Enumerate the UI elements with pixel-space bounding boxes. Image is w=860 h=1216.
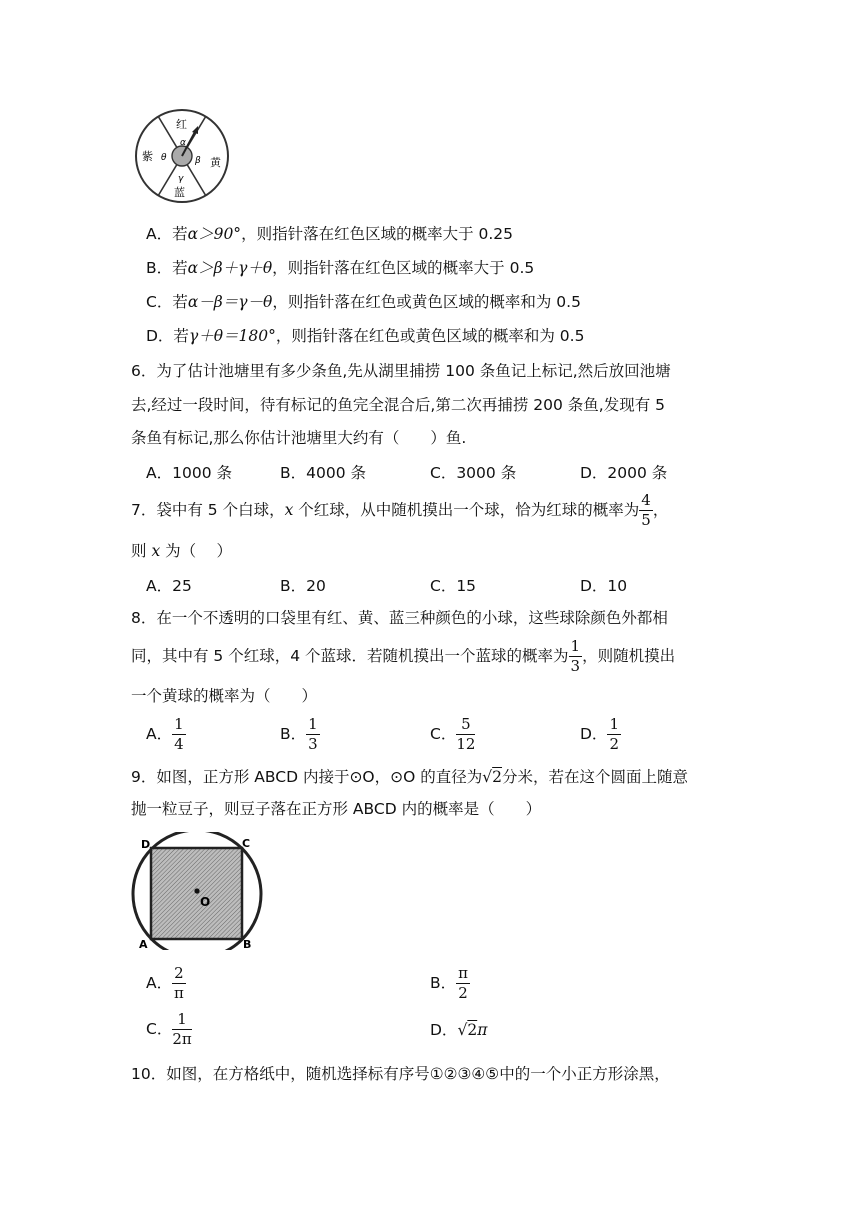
q7-line-1: 7．袋中有 5 个白球，x 个红球，从中随机摸出一个球，恰为红球的概率为 $\frac{4}{5}$ ， (131, 491, 669, 529)
q7-fraction: $\frac{4}{5}$ (641, 491, 651, 529)
q8-option-a: A． $\frac{1}{4}$ (146, 715, 184, 753)
label-c: C (242, 837, 251, 850)
q7-option-d: D．10 (580, 577, 628, 595)
spinner-angle-gamma: γ (178, 174, 184, 184)
spinner-angle-alpha: α (180, 138, 186, 148)
q7-option-b: B．20 (280, 577, 326, 595)
q6-line-2: 去,经过一段时间，待有标记的鱼完全混合后,第二次再捕捞 200 条鱼,发现有 5 (131, 396, 666, 414)
q6-line-3: 条鱼有标记,那么你估计池塘里大约有（ ）鱼. (131, 429, 467, 447)
q7-option-c: C．15 (430, 577, 477, 595)
spinner-label-blue: 蓝 (174, 186, 185, 199)
spinner-label-purple: 紫 (142, 150, 153, 163)
label-d: D (141, 838, 151, 851)
label-a: A (139, 938, 148, 950)
q6-option-d: D．2000 条 (580, 464, 668, 482)
spinner-label-red: 红 (176, 118, 187, 131)
q7-line-2: 则 x 为（ ） (131, 542, 233, 560)
square-in-circle-figure (128, 832, 268, 950)
q5-option-a: A．若α＞90°，则指针落在红色区域的概率大于 0.25 (146, 225, 514, 243)
q8-line-2: 同，其中有 5 个红球，4 个蓝球．若随机摸出一个蓝球的概率为 $\frac{1}{3}$ ，则随机摸出 (131, 637, 676, 675)
spinner-angle-beta: β (195, 156, 201, 166)
spinner-angle-theta: θ (161, 153, 167, 163)
q8-option-d: D． $\frac{1}{2}$ (580, 715, 619, 753)
spinner-label-yellow: 黄 (210, 156, 221, 169)
q5-option-d: D．若γ＋θ＝180°，则指针落在红色或黄色区域的概率和为 0.5 (146, 327, 585, 345)
q5-option-c: C．若α－β＝γ－θ，则指针落在红色或黄色区域的概率和为 0.5 (146, 293, 581, 311)
q9-line-2: 抛一粒豆子，则豆子落在正方形 ABCD 内的概率是（ ） (131, 800, 542, 818)
q8-fraction: $\frac{1}{3}$ (570, 637, 581, 675)
q8-line-3: 一个黄球的概率为（ ） (131, 687, 318, 705)
label-o: O (200, 895, 211, 909)
q6-option-b: B．4000 条 (280, 464, 367, 482)
spinner-figure (132, 108, 236, 204)
q10-line-1: 10．如图，在方格纸中，随机选择标有序号①②③④⑤中的一个小正方形涂黑， (131, 1065, 670, 1083)
q6-option-c: C．3000 条 (430, 464, 517, 482)
q9-option-a: A． $\frac{2}{\pi}$ (146, 964, 184, 1002)
q9-option-c: C． $\frac{1}{2\pi}$ (146, 1010, 192, 1048)
sqrt-symbol: √2 (482, 768, 503, 786)
q8-option-b: B． $\frac{1}{3}$ (280, 715, 318, 753)
q9-option-d: D．√2π (430, 1021, 488, 1039)
q5-option-b: B．若α＞β＋γ＋θ，则指针落在红色区域的概率大于 0.5 (146, 259, 535, 277)
q8-line-1: 8．在一个不透明的口袋里有红、黄、蓝三种颜色的小球，这些球除颜色外都相 (131, 609, 668, 627)
q9-option-b: B． $\frac{\pi}{2}$ (430, 964, 468, 1002)
q7-option-a: A．25 (146, 577, 192, 595)
q6-option-a: A．1000 条 (146, 464, 232, 482)
q8-option-c: C． $\frac{5}{12}$ (430, 715, 476, 753)
label-b: B (243, 938, 252, 950)
q6-line-1: 6．为了估计池塘里有多少条鱼,先从湖里捕捞 100 条鱼记上标记,然后放回池塘 (131, 362, 671, 380)
q9-line-1: 9．如图，正方形 ABCD 内接于⊙O，⊙O 的直径为√2分米，若在这个圆面上随意 (131, 768, 689, 786)
